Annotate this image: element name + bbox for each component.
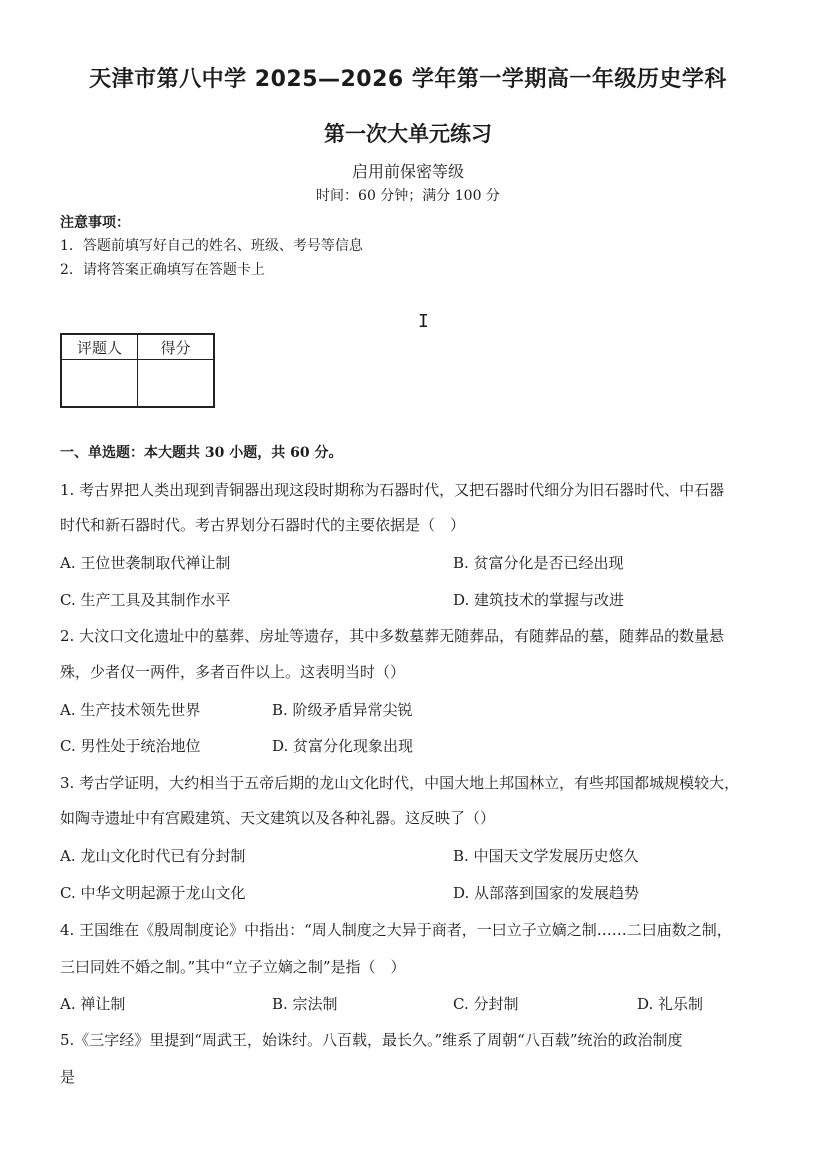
question-1-option-d[interactable]: D. 建筑技术的掌握与改进: [453, 591, 625, 609]
question-4-option-d[interactable]: D. 礼乐制: [637, 995, 704, 1013]
question-2-option-c[interactable]: C. 男性处于统治地位: [60, 737, 201, 755]
question-3-option-a[interactable]: A. 龙山文化时代已有分封制: [60, 847, 246, 865]
section-heading: 一、单选题：本大题共 30 小题，共 60 分。: [60, 445, 343, 461]
question-4-option-a[interactable]: A. 禅让制: [60, 995, 126, 1013]
question-1-option-c[interactable]: C. 生产工具及其制作水平: [60, 591, 231, 609]
question-2-option-d[interactable]: D. 贫富分化现象出现: [272, 737, 414, 755]
question-2-line-1: 2. 大汶口文化遗址中的墓葬、房址等遗存，其中多数墓葬无随葬品，有随葬品的墓，随葬品的数量悬: [60, 627, 725, 645]
question-2-option-b[interactable]: B. 阶级矛盾异常尖锐: [272, 701, 413, 719]
score-table: [60, 333, 215, 408]
score-header: 得分: [138, 334, 215, 360]
question-1-line-2: 时代和新石器时代。考古界划分石器时代的主要依据是（ ）: [60, 516, 466, 534]
time-info: 时间：60 分钟；满分 100 分: [316, 188, 500, 204]
question-4-line-1: 4. 王国维在《殷周制度论》中指出：“周人制度之大异于商者，一曰立子立嫡之制……二曰庙数之制，: [60, 921, 732, 939]
question-3-line-2: 如陶寺遗址中有宫殿建筑、天文建筑以及各种礼器。这反映了（）: [60, 809, 496, 827]
question-3-line-1: 3. 考古学证明，大约相当于五帝后期的龙山文化时代，中国大地上邦国林立，有些邦国都城规模较大，: [60, 774, 740, 792]
question-4-option-c[interactable]: C. 分封制: [453, 995, 519, 1013]
question-1-line-1: 1. 考古界把人类出现到青铜器出现这段时期称为石器时代，又把石器时代细分为旧石器时代、中石器: [60, 481, 725, 499]
question-3-option-c[interactable]: C. 中华文明起源于龙山文化: [60, 884, 246, 902]
question-3-option-b[interactable]: B. 中国天文学发展历史悠久: [453, 847, 639, 865]
grader-cell[interactable]: [61, 360, 138, 408]
question-1-option-a[interactable]: A. 王位世袭制取代禅让制: [60, 554, 231, 572]
notice-heading: 注意事项：: [60, 215, 130, 231]
question-5-line-1: 5.《三字经》里提到“周武王，始诛纣。八百载，最长久。”维系了周朝“八百载”统治的政治制度: [60, 1031, 683, 1049]
exam-title: 天津市第八中学 2025—2026 学年第一学期高一年级历史学科: [89, 67, 727, 92]
grader-header: 评题人: [61, 334, 138, 360]
question-2-option-a[interactable]: A. 生产技术领先世界: [60, 701, 201, 719]
question-4-line-2: 三曰同姓不婚之制。”其中“立子立嫡之制”是指（ ）: [60, 958, 406, 976]
exam-subtitle: 第一次大单元练习: [324, 122, 492, 146]
question-1-option-b[interactable]: B. 贫富分化是否已经出现: [453, 554, 624, 572]
confidential-label: 启用前保密等级: [351, 162, 464, 181]
question-4-option-b[interactable]: B. 宗法制: [272, 995, 338, 1013]
notice-item: 1．答题前填写好自己的姓名、班级、考号等信息: [60, 238, 363, 254]
text-cursor-icon: I: [418, 311, 429, 332]
question-5-line-2: 是: [60, 1068, 76, 1086]
question-2-line-2: 殊，少者仅一两件，多者百件以上。这表明当时（）: [60, 663, 406, 681]
question-3-option-d[interactable]: D. 从部落到国家的发展趋势: [453, 884, 640, 902]
notice-item: 2．请将答案正确填写在答题卡上: [60, 262, 265, 278]
score-cell[interactable]: [138, 360, 215, 408]
